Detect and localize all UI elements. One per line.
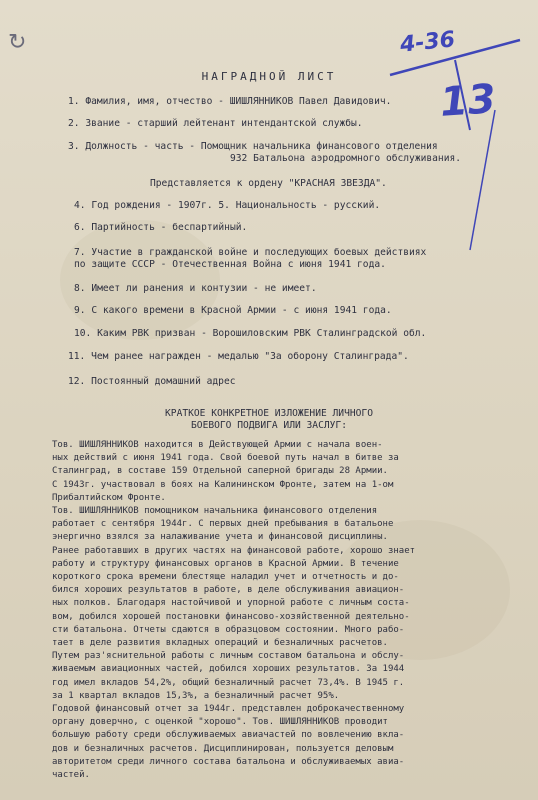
merit-text-line: Тов. ШИШЛЯННИКОВ находится в Действующей Армии с начала воен- xyxy=(52,440,383,450)
field-war-participation: 7. Участие в гражданской войне и последующих боевых действиях xyxy=(74,247,427,258)
field-full-name: 1. Фамилия, имя, отчество - ШИШЛЯННИКОВ Павел Давидович. xyxy=(68,96,392,107)
merit-text-line: энергично взялся за налаживание учета и финансовой дисциплины. xyxy=(52,532,388,543)
field-position: 3. Должность - часть - Помощник начальника финансового отделения xyxy=(68,141,438,152)
field-drafted-by: 10. Каким РВК призван - Ворошиловским РВК Сталинградской обл. xyxy=(74,328,427,339)
merit-text-line: живаемым авиационных частей, добился хороших результатов. За 1944 xyxy=(52,664,405,675)
merit-text-line: частей. xyxy=(52,770,90,780)
merit-text-line: Ранее работавших в других частях на финансовой работе, хорошо знает xyxy=(52,545,416,556)
award-presentation: Представляется к ордену "КРАСНАЯ ЗВЕЗДА". xyxy=(150,178,387,189)
field-war-participation-cont: по защите СССР - Отечественная Война с июня 1941 года. xyxy=(74,259,386,270)
field-birth-nationality: 4. Год рождения - 1907г. 5. Национальность - русский. xyxy=(74,200,381,211)
merit-text-line: большую работу среди обслуживаемых авиачастей по вовлечению вкла- xyxy=(52,730,405,741)
field-position-unit: 932 Батальона аэродромного обслуживания. xyxy=(230,153,462,164)
document-title: НАГРАДНОЙ ЛИСТ xyxy=(201,70,337,83)
merit-text-line: ных полков. Благодаря настойчивой и упорной работе с личным соста- xyxy=(52,598,410,609)
merit-text-line: дов и безналичных расчетов. Дисциплинирован, пользуется деловым xyxy=(52,743,394,754)
corner-handwritten-mark: ↻ xyxy=(8,30,27,55)
merit-text-line: С 1943г. участвовал в боях на Калининском Фронте, затем на 1-ом xyxy=(52,479,394,490)
field-previous-awards: 11. Чем ранее награжден - медалью "За оборону Сталинграда". xyxy=(68,351,409,362)
field-rank: 2. Звание - старший лейтенант интендантской службы. xyxy=(68,118,363,129)
handwritten-number: 13 xyxy=(438,76,498,126)
merit-text-line: за 1 квартал вкладов 15,3%, а безналичный расчет 95%. xyxy=(52,690,340,701)
merit-text-line: Тов. ШИШЛЯННИКОВ помощником начальника финансового отделения xyxy=(52,506,378,516)
merit-text-line: вом, добился хорошей постановки финансово-хозяйственной деятельно- xyxy=(52,611,410,622)
merit-heading-line: КРАТКОЕ КОНКРЕТНОЕ ИЗЛОЖЕНИЕ ЛИЧНОГО xyxy=(165,408,373,419)
field-home-address: 12. Постоянный домашний адрес xyxy=(68,376,236,387)
merit-text-line: авторитетом среди личного состава батальона и обслуживаемых авиа- xyxy=(52,756,405,767)
merit-text-line: год имел вкладов 54,2%, общий безналичный расчет 73,4%. В 1945 г. xyxy=(52,677,405,688)
merit-text-line: сти батальона. Отчеты сдаются в образцовом состоянии. Много рабо- xyxy=(52,624,405,635)
merit-text-line: ных действий с июня 1941 года. Свой боевой путь начал в битве за xyxy=(52,453,399,464)
merit-text-line: Сталинград, в составе 159 Отдельной саперной бригады 28 Армии. xyxy=(52,466,388,477)
merit-text-line: тает в деле развития вкладных операций и безналичных расчетов. xyxy=(52,638,388,648)
field-army-since: 9. С какого времени в Красной Армии - с июня 1941 года. xyxy=(74,305,392,316)
merit-text-line: Путем раз'яснительной работы с личным составом батальона и обслу- xyxy=(52,651,405,662)
merit-text-line: короткого срока времени блестяще наладил учет и отчетность и до- xyxy=(52,572,399,582)
field-wounds: 8. Имеет ли ранения и контузии - не имеет. xyxy=(74,283,317,294)
merit-text-line: бился хороших результатов в работе, в деле обслуживания авиацион- xyxy=(52,585,405,596)
merit-heading-line: БОЕВОГО ПОДВИГА ИЛИ ЗАСЛУГ: xyxy=(191,420,347,431)
merit-text-line: Прибалтийском Фронте. xyxy=(52,492,166,503)
merit-section-heading xyxy=(0,408,538,432)
merit-text-line: Годовой финансовый отчет за 1944г. представлен доброкачественному xyxy=(52,704,405,714)
merit-text-line: работает с сентября 1944г. С первых дней пребывания в батальоне xyxy=(52,519,394,530)
handwritten-code: 4-36 xyxy=(398,27,457,58)
merit-text-line: органу доверчно, с оценкой "хорошо". Тов. ШИШЛЯННИКОВ проводит xyxy=(52,717,388,728)
merit-text-line: работу и структуру финансовых органов в Красной Армии. В течение xyxy=(52,558,399,569)
field-party: 6. Партийность - беспартийный. xyxy=(74,222,248,233)
